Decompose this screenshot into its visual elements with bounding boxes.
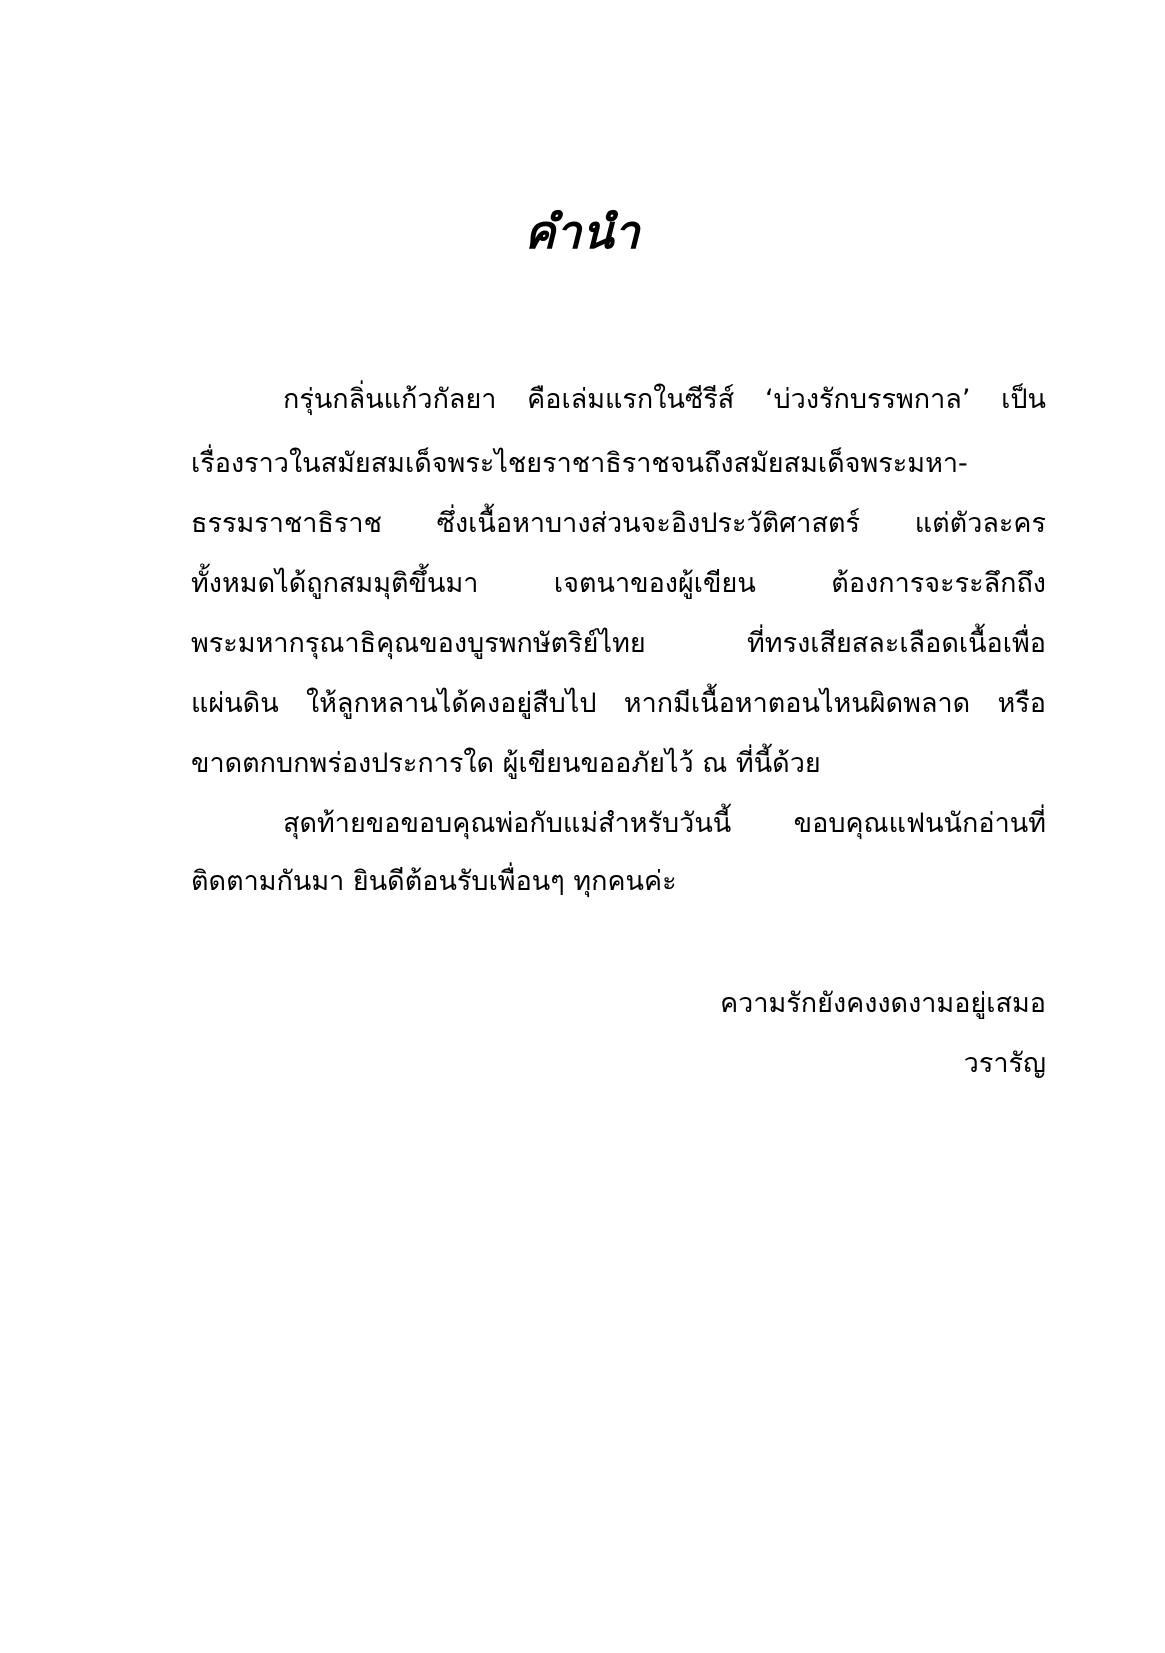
- paragraph-line: ธรรมราชาธิราช ซึ่งเนื้อหาบางส่วนจะอิงประวัติศาสตร์ แต่ตัวละคร: [191, 508, 1046, 539]
- paragraph-line: สุดท้ายขอขอบคุณพ่อกับแม่สำหรับวันนี้ ขอบคุณแฟนนักอ่านที่: [283, 808, 1046, 839]
- page-title: คำนำ: [524, 205, 641, 259]
- paragraph-line: เรื่องราวในสมัยสมเด็จพระไชยราชาธิราชจนถึงสมัยสมเด็จพระมหา-: [191, 448, 968, 479]
- author-signature: วรารัญ: [963, 1048, 1046, 1079]
- paragraph-line: ขาดตกบกพร่องประการใด ผู้เขียนขออภัยไว้ ณ ที่นี้ด้วย: [191, 748, 821, 779]
- paragraph-line: แผ่นดิน ให้ลูกหลานได้คงอยู่สืบไป หากมีเนื้อหาตอนไหนผิดพลาด หรือ: [191, 688, 1046, 719]
- paragraph-line: กรุ่นกลิ่นแก้วกัลยา คือเล่มแรกในซีรีส์ ‘บ่วงรักบรรพกาล’ เป็น: [283, 384, 1046, 415]
- paragraph-line: ติดตามกันมา ยินดีต้อนรับเพื่อนๆ ทุกคนค่ะ: [191, 866, 677, 897]
- closing-line: ความรักยังคงงดงามอยู่เสมอ: [720, 988, 1046, 1019]
- paragraph-line: ทั้งหมดได้ถูกสมมุติขึ้นมา เจตนาของผู้เขียน ต้องการจะระลึกถึง: [191, 568, 1046, 599]
- paragraph-line: พระมหากรุณาธิคุณของบูรพกษัตริย์ไทย ที่ทรงเสียสละเลือดเนื้อเพื่อ: [191, 628, 1046, 659]
